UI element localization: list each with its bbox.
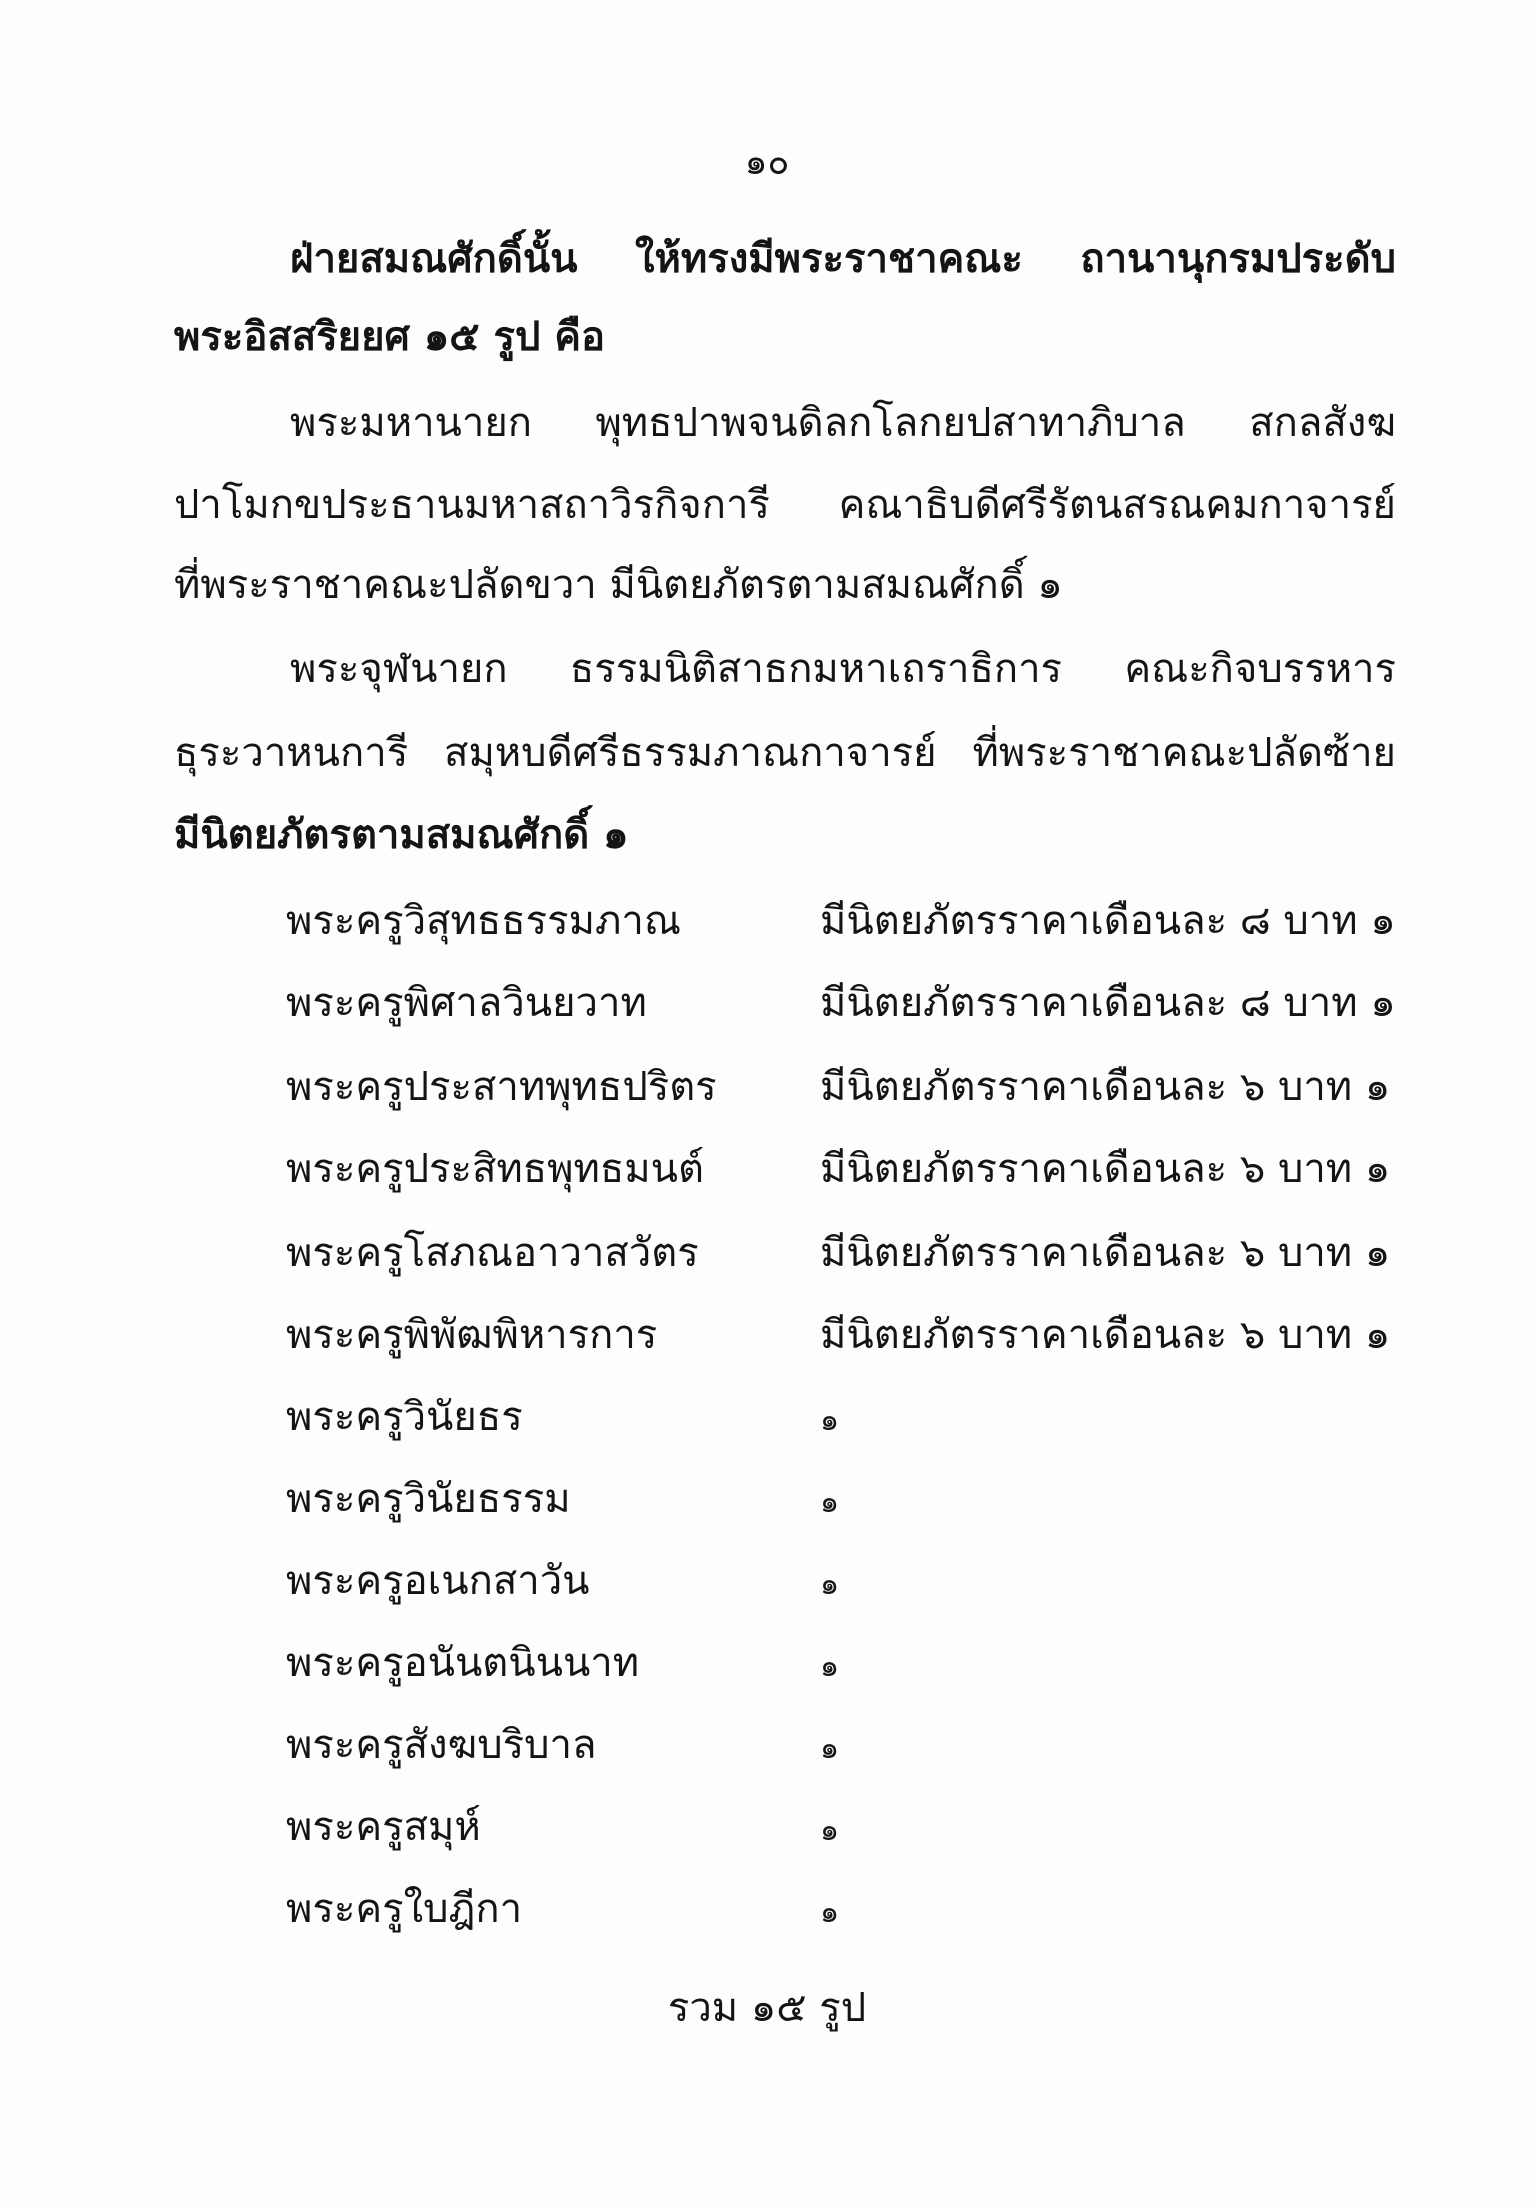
para2-line-2: ธุระวาหนการี สมุหบดีศรีธรรมภาณกาจารย์ ที่พระราชาคณะปลัดซ้าย	[174, 730, 1396, 776]
para2-line-3: มีนิตยภัตรตามสมณศักดิ์ ๑	[174, 811, 629, 858]
intro-line-2: พระอิสสริยยศ ๑๕ รูป คือ	[174, 313, 606, 360]
list-item-count: ๑	[820, 1567, 840, 1602]
list-item-stipend: มีนิตยภัตรราคาเดือนละ ๖ บาท ๑	[820, 1146, 1391, 1192]
list-item-count: ๑	[820, 1649, 840, 1684]
list-item-name: พระครูวินัยธรรม	[286, 1476, 571, 1522]
list-item-name: พระครูใบฎีกา	[286, 1886, 523, 1932]
para2-line-1: พระจุฬนายก ธรรมนิติสาธกมหาเถราธิการ คณะกิจบรรหาร	[290, 646, 1396, 692]
list-item-name: พระครูประสิทธพุทธมนต์	[286, 1146, 704, 1192]
list-item-stipend: มีนิตยภัตรราคาเดือนละ ๖ บาท ๑	[820, 1230, 1391, 1276]
para1-line-2: ปาโมกขประธานมหาสถาวิรกิจการี คณาธิบดีศรีรัตนสรณคมกาจารย์	[174, 482, 1396, 528]
list-item-name: พระครูโสภณอาวาสวัตร	[286, 1230, 699, 1276]
list-item-name: พระครูอเนกสาวัน	[286, 1558, 590, 1604]
list-item-stipend: มีนิตยภัตรราคาเดือนละ ๘ บาท ๑	[820, 898, 1396, 944]
total-count: รวม ๑๕ รูป	[667, 1985, 867, 2031]
para1-line-1: พระมหานายก พุทธปาพจนดิลกโลกยปสาทาภิบาล สกลสังฆ	[290, 400, 1396, 446]
list-item-name: พระครูประสาทพุทธปริตร	[286, 1064, 717, 1110]
list-item-count: ๑	[820, 1731, 840, 1766]
page-number: ๑๐	[744, 142, 790, 183]
list-item-count: ๑	[820, 1485, 840, 1520]
para1-line-3: ที่พระราชาคณะปลัดขวา มีนิตยภัตรตามสมณศักดิ์ ๑	[174, 562, 1063, 608]
intro-line-1: ฝ่ายสมณศักดิ์นั้น ให้ทรงมีพระราชาคณะ ถานานุกรมประดับ	[290, 235, 1396, 282]
list-item-name: พระครูอนันตนินนาท	[286, 1640, 640, 1686]
list-item-name: พระครูพิศาลวินยวาท	[286, 980, 647, 1026]
list-item-count: ๑	[820, 1403, 840, 1438]
list-item-count: ๑	[820, 1895, 840, 1930]
list-item-name: พระครูสมุห์	[286, 1804, 481, 1850]
list-item-name: พระครูวิสุทธธรรมภาณ	[286, 898, 681, 944]
list-item-name: พระครูวินัยธร	[286, 1394, 523, 1440]
list-item-stipend: มีนิตยภัตรราคาเดือนละ ๘ บาท ๑	[820, 980, 1396, 1026]
list-item-stipend: มีนิตยภัตรราคาเดือนละ ๖ บาท ๑	[820, 1312, 1391, 1358]
list-item-name: พระครูสังฆบริบาล	[286, 1722, 597, 1768]
list-item-count: ๑	[820, 1813, 840, 1848]
list-item-stipend: มีนิตยภัตรราคาเดือนละ ๖ บาท ๑	[820, 1064, 1391, 1110]
list-item-name: พระครูพิพัฒพิหารการ	[286, 1312, 658, 1358]
